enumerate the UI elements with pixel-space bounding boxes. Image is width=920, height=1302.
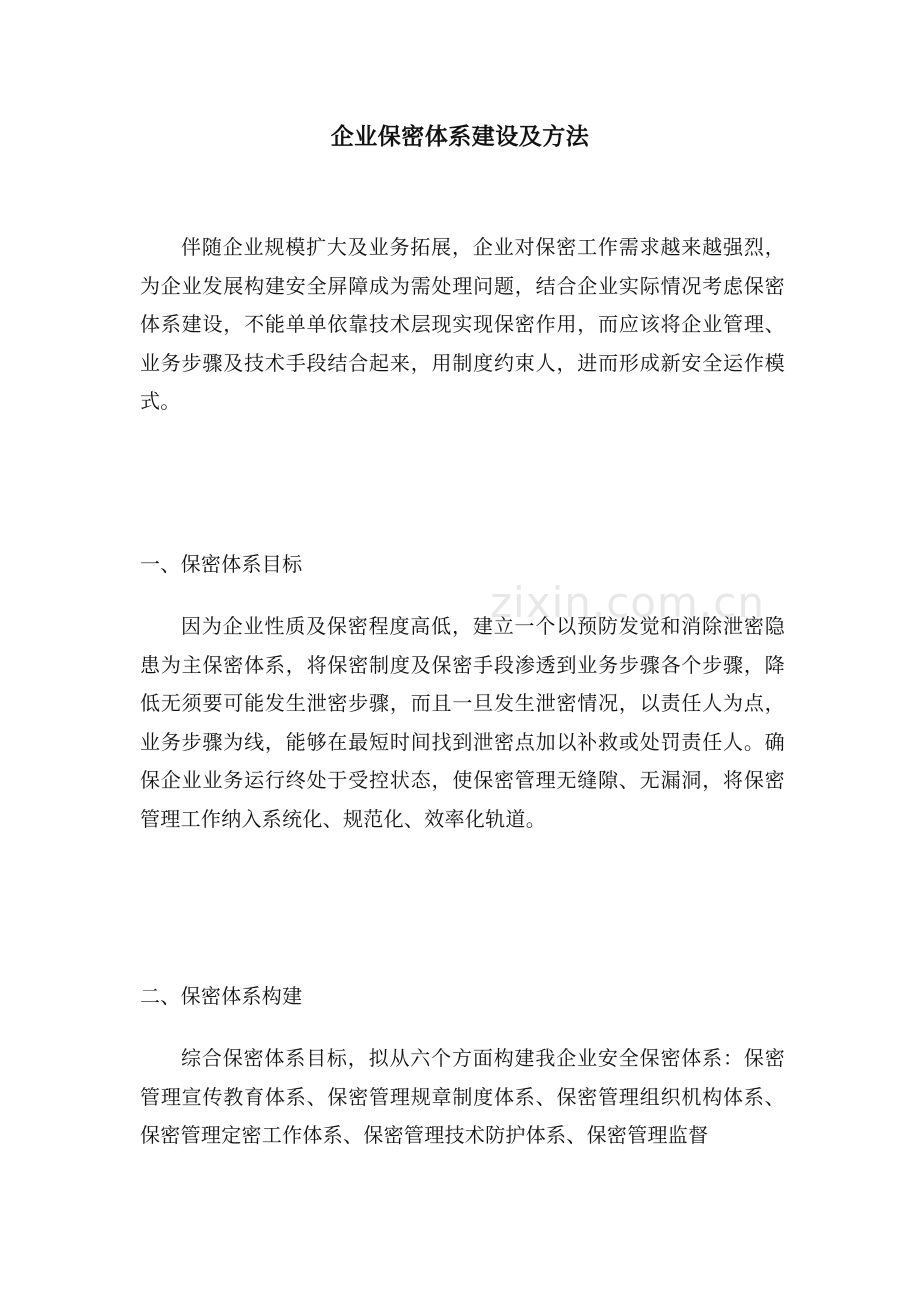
section2-heading: 二、保密体系构建 [140, 984, 303, 1008]
document-title: 企业保密体系建设及方法 [330, 123, 590, 150]
section1-heading: 一、保密体系目标 [140, 552, 303, 576]
watermark: zixin.com.cn [490, 578, 765, 627]
section2-paragraph: 综合保密体系目标，拟从六个方面构建我企业安全保密体系：保密管理宣传教育体系、保密管理规章制度体系、保密管理组织机构体系、保密管理定密工作体系、保密管理技术防护体系、保密管理监督 [140, 1046, 785, 1147]
section1-paragraph: 因为企业性质及保密程度高低，建立一个以预防发觉和消除泄密隐患为主保密体系，将保密制度及保密手段渗透到业务步骤各个步骤，降低无须要可能发生泄密步骤，而且一旦发生泄密情况，以责任人为点，业务步骤为线，能够在最短时间找到泄密点加以补救或处罚责任人。确保企业业务运行终处于受控状态，使保密管理无缝隙、无漏洞，将保密管理工作纳入系统化、规范化、效率化轨道。 [140, 614, 785, 831]
intro-paragraph: 伴随企业规模扩大及业务拓展，企业对保密工作需求越来越强烈，为企业发展构建安全屏障成为需处理问题，结合企业实际情况考虑保密体系建设，不能单单依靠技术层现实现保密作用，而应该将企业管理、业务步骤及技术手段结合起来，用制度约束人，进而形成新安全运作模式。 [140, 235, 785, 413]
